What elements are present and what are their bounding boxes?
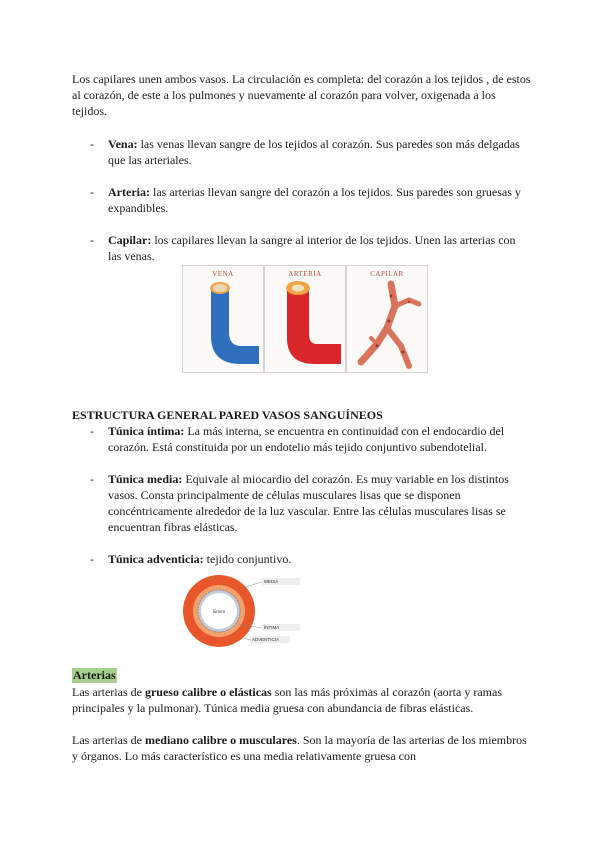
text-vena: las venas llevan sangre de los tejidos al corazón. Sus paredes son más delgadas que las arteriales. [108,137,520,167]
term-tunica-intima: Túnica íntima: [108,424,185,438]
list-dash: - [90,185,94,199]
tunic-label-adventicia: ADVENTICIA [252,637,280,642]
vessel-wall-cross-section [180,572,306,650]
term-tunica-adventicia: Túnica adventicia: [108,552,204,566]
figure-panel-capilar [346,265,428,373]
p2-start: Las arterias de [72,733,145,747]
p2-rest: . Son la mayoría de las arterias de los miembros y órganos. Lo más característico es una media relativamente gruesa con [72,733,527,763]
list-item-vena [90,136,530,168]
list-item-tunica-adventicia [90,551,530,567]
intro-paragraph: Los capilares unen ambos vasos. La circulación es completa: del corazón a los tejidos , de estos al corazón, de este a los pulmones y nuevamente al corazón para volver, oxigenada a los tejidos. [72,72,531,118]
figure-panel-vena [182,265,264,373]
list-dash: - [90,137,94,151]
text-arteria: las arterias llevan sangre del corazón a los tejidos. Sus paredes son gruesas y expandibles. [108,185,521,215]
term-vena: Vena: [108,137,138,151]
tunic-center-label: lúmen [212,609,226,614]
section-heading: ESTRUCTURA GENERAL PARED VASOS SANGUÍNEOS [72,408,383,422]
figure-label-vena: VENA [212,270,234,278]
list-dash: - [90,552,94,566]
arterias-title: Arterias [73,668,116,682]
p2-bold: mediano calibre o musculares [144,733,297,747]
tunic-label-media: MEDIA [264,579,279,584]
arterias-paragraph-2 [72,732,532,764]
p1-rest: son las más próximas al corazón (aorta y ramas principales y la pulmonar). Túnica media gruesa con abundancia de fibras elásticas. [72,685,502,715]
tunic-label-intima: ÍNTIMA [264,625,280,630]
figure-label-capilar: CAPILAR [370,270,404,278]
term-tunica-media: Túnica media: [108,472,183,486]
list-dash: - [90,472,94,486]
p1-bold: grueso calibre o elásticas [144,685,272,699]
figure-panel-arteria [264,265,346,373]
text-capilar: los capilares llevan la sangre al interior de los tejidos. Unen las arterias con las venas. [108,233,516,263]
term-arteria: Arteria: [108,185,150,199]
list-item-tunica-intima [90,423,530,455]
artery-illustration [265,266,345,372]
arterias-paragraph-1 [72,684,532,716]
text-tunica-adventicia: tejido conjuntivo. [203,552,292,566]
vein-illustration [183,266,263,372]
list-item-capilar [90,232,530,264]
term-capilar: Capilar: [108,233,152,247]
text-tunica-media: Equivale al miocardio del corazón. Es muy variable en los distintos vasos. Consta principalmente de células musculares lisas que se disponen concéntricamente alrededor de la luz vascular. Entre las células musculares lisas se encuentran fibras elásticas. [108,472,509,534]
capillary-illustration [347,266,427,372]
p1-start: Las arterias de [72,685,145,699]
list-dash: - [90,424,94,438]
list-dash: - [90,233,94,247]
text-tunica-intima: La más interna, se encuentra en continuidad con el endocardio del corazón. Está constituida por un endotelio más tejido conjuntivo subendotelial. [108,424,505,454]
list-item-arteria [90,184,530,216]
list-item-tunica-media [90,471,530,535]
figure-label-arteria: ARTERIA [288,270,322,278]
